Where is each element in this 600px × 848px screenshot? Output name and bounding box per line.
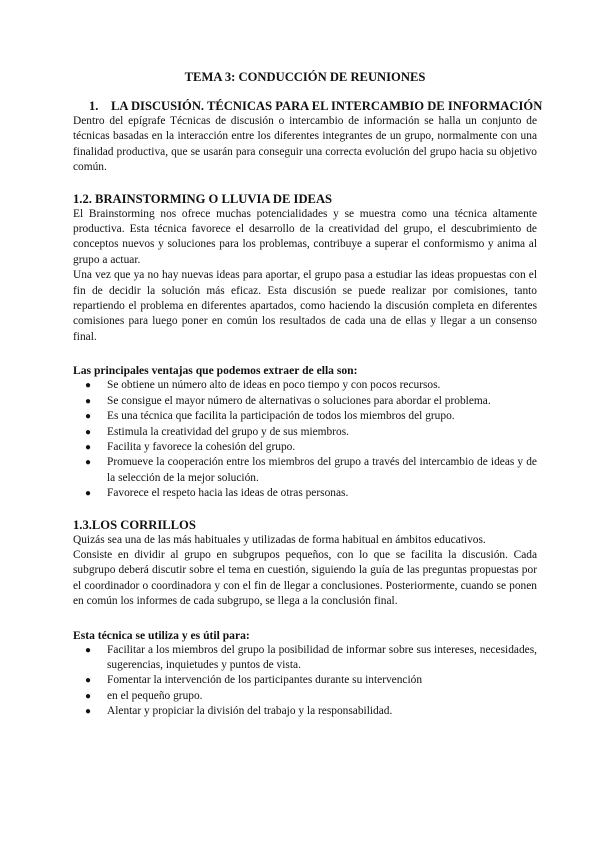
list-item: ● Se obtiene un número alto de ideas en poco tiempo y con pocos recursos.: [73, 378, 537, 393]
section-2-paragraph-2: Una vez que ya no hay nuevas ideas para aportar, el grupo pasa a estudiar las ideas propuestas con el fin de decidir la solución más eficaz. Esta discusión se puede realizar por comisiones, tanto repartiendo el problema en diferentes apartados, como haciendo la discusión completa en diferentes comisiones para luego poner en común los resultados de cada una de ellas y llegar a un consenso final.: [73, 269, 537, 343]
section-3-uses-list: [73, 643, 537, 720]
section-3-list-heading: Esta técnica se utiliza y es útil para:: [73, 628, 250, 642]
section-1-heading: [73, 99, 543, 114]
list-item: ● Facilita y favorece la cohesión del grupo.: [73, 440, 537, 455]
section-2-advantages-list: [73, 378, 537, 501]
section-1-number: 1.: [89, 99, 99, 113]
bullet-icon: ●: [85, 411, 92, 423]
section-3-heading: 1.3.LOS CORRILLOS: [73, 517, 196, 532]
bullet-icon: ●: [85, 644, 92, 656]
section-2-heading: 1.2. BRAINSTORMING O LLUVIA DE IDEAS: [73, 191, 333, 206]
section-2-paragraph-1: El Brainstorming nos ofrece muchas potencialidades y se muestra como una técnica altamente productiva. Esta técnica favorece el desarrollo de la creatividad del grupo, el descubrimiento de conceptos nuevos y soluciones para los problemas, contribuye a superar el conformismo y anima al grupo a actuar.: [73, 207, 537, 266]
list-item: ● Facilitar a los miembros del grupo la posibilidad de informar sobre sus intereses, necesidades, sugerencias, inquietudes y puntos de vista.: [85, 643, 537, 671]
list-item: ● en el pequeño grupo.: [73, 689, 537, 704]
list-item: ● Favorece el respeto hacia las ideas de otras personas.: [73, 486, 537, 501]
section-3-paragraph-1: Quizás sea una de las más habituales y utilizadas de forma habitual en ámbitos educativos.: [73, 533, 486, 546]
bullet-icon: ●: [85, 457, 92, 469]
document-title: TEMA 3: CONDUCCIÓN DE REUNIONES: [184, 70, 426, 84]
bullet-icon: ●: [85, 380, 92, 392]
bullet-icon: ●: [85, 488, 92, 500]
list-item: ● Promueve la cooperación entre los miembros del grupo a través del intercambio de ideas y de la selección de la mejor solución.: [85, 456, 537, 484]
bullet-icon: ●: [85, 706, 92, 718]
list-item: ● Es una técnica que facilita la participación de todos los miembros del grupo.: [73, 409, 537, 424]
section-3-paragraph-2: Consiste en dividir al grupo en subgrupos pequeños, con lo que se facilita la discusión. Cada subgrupo deberá discutir sobre el tema en cuestión, siguiendo la guía de las preguntas propuestas por el coordinador o coordinadora y con el fin de llegar a conclusiones. Posteriormente, cuando se ponen en común los informes de cada subgrupo, se llega a la conclusión final.: [73, 548, 537, 608]
bullet-icon: ●: [85, 395, 92, 407]
list-item: ● Estimula la creatividad del grupo y de sus miembros.: [73, 425, 537, 440]
bullet-icon: ●: [85, 426, 92, 438]
bullet-icon: ●: [85, 675, 92, 687]
section-1-heading-text: LA DISCUSIÓN. TÉCNICAS PARA EL INTERCAMBIO DE INFORMACIÓN: [111, 99, 543, 113]
list-item: ● Fomentar la intervención de los participantes durante su intervención: [73, 673, 537, 688]
list-item: ● Se consigue el mayor número de alternativas o soluciones para abordar el problema.: [73, 394, 537, 409]
bullet-icon: ●: [85, 690, 92, 702]
list-item: ● Alentar y propiciar la división del trabajo y la responsabilidad.: [73, 704, 537, 719]
section-2-list-heading: Las principales ventajas que podemos extraer de ella son:: [73, 364, 358, 378]
bullet-icon: ●: [85, 441, 92, 453]
document-page: [73, 70, 543, 720]
section-1-paragraph: Dentro del epígrafe Técnicas de discusión o intercambio de información se halla un conjunto de técnicas basadas en la interacción entre los diferentes integrantes de un grupo, normalmente con una finalidad productiva, que se usarán para conseguir una correcta evolución del grupo hacia su objetivo común.: [73, 115, 537, 174]
